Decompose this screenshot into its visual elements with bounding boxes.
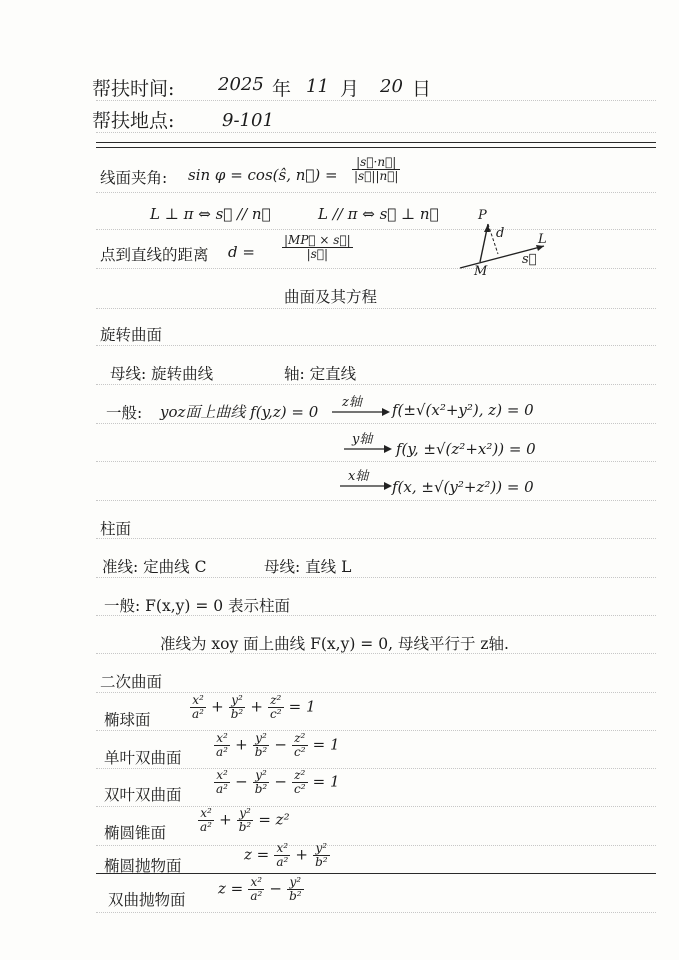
parallel-relation: L // π ⇔ s⃗ ⊥ n⃗ [318, 205, 439, 223]
rotation-axis: 轴: 定直线 [284, 365, 357, 383]
cone-label: 椭圆锥面 [104, 824, 167, 842]
rotation-general-text: yoz面上曲线 f(y,z) = 0 [160, 403, 319, 421]
cone-formula: $\frac{\text{x²}}{\text{a²}}$ + $\frac{\text{y²}}{\text{b²}}$ = z² [200, 806, 290, 834]
diagram-l: L [538, 232, 547, 247]
day-value: 20 [380, 76, 403, 97]
hyperbolic-paraboloid-label: 双曲抛物面 [108, 891, 186, 909]
rotation-general-label: 一般: [106, 404, 143, 422]
cylinder-general: 一般: F(x,y) = 0 表示柱面 [104, 597, 291, 615]
angle-label: 线面夹角: [100, 169, 168, 187]
place-value: 9-101 [222, 110, 274, 131]
quadric-title: 二次曲面 [100, 673, 163, 691]
diagram-s: s⃗ [522, 252, 537, 267]
z-axis-label: z轴 [342, 395, 362, 410]
month-unit: 月 [340, 78, 360, 100]
ellipsoid-formula: $\frac{\text{x²}}{\text{a²}}$ + $\frac{\text{y²}}{\text{b²}}$ + $\frac{\text{z²}}{\text{c²}}$ = 1 [192, 693, 316, 721]
one-sheet-formula: $\frac{\text{x²}}{\text{a²}}$ + $\frac{\text{y²}}{\text{b²}}$ − $\frac{\text{z²}}{\text{c²}}$ = 1 [216, 731, 340, 759]
x-arrow-icon [340, 482, 394, 492]
elliptic-paraboloid-label: 椭圆抛物面 [104, 857, 182, 875]
ellipsoid-label: 椭球面 [104, 711, 151, 729]
angle-frac-den: |s⃗||n⃗| [354, 168, 399, 183]
cylinder-generatrix: 母线: 直线 L [264, 558, 352, 576]
time-label: 帮扶时间: [92, 78, 175, 100]
x-result: f(x, ±√(y²+z²)) = 0 [392, 478, 534, 496]
month-value: 11 [306, 76, 329, 97]
two-sheet-label: 双叶双曲面 [104, 786, 182, 804]
distance-frac-den: |s⃗| [306, 246, 329, 261]
rotation-generatrix: 母线: 旋转曲线 [110, 365, 214, 383]
cylinder-title: 柱面 [100, 520, 132, 538]
angle-formula: sin φ = cos(ŝ, n⃗) = [188, 166, 338, 184]
two-sheet-formula: $\frac{\text{x²}}{\text{a²}}$ − $\frac{\text{y²}}{\text{b²}}$ − $\frac{\text{z²}}{\text{c²}}$ = 1 [216, 768, 340, 796]
distance-frac-num: |MP⃗ × s⃗| [284, 233, 351, 247]
x-axis-label: x轴 [348, 469, 369, 484]
elliptic-paraboloid-formula: z = $\frac{\text{x²}}{\text{a²}}$ + $\frac{\text{y²}}{\text{b²}}$ [244, 841, 328, 869]
day-unit: 日 [412, 78, 432, 100]
distance-label: 点到直线的距离 [100, 246, 209, 264]
year-unit: 年 [272, 78, 292, 100]
diagram-d: d [496, 226, 505, 241]
diagram-p: P [478, 208, 487, 223]
rotation-title: 旋转曲面 [100, 326, 163, 344]
y-arrow-icon [344, 445, 394, 455]
z-result: f(±√(x²+y²), z) = 0 [392, 401, 534, 419]
angle-frac-num: |s⃗·n⃗| [352, 156, 400, 170]
angle-fraction [352, 156, 400, 182]
year-value: 2025 [218, 74, 264, 95]
y-result: f(y, ±√(z²+x²)) = 0 [396, 440, 536, 458]
diagram-m: M [474, 264, 488, 279]
perp-relation: L ⊥ π ⇔ s⃗ // n⃗ [150, 205, 271, 223]
cylinder-note: 准线为 xoy 面上曲线 F(x,y) = 0, 母线平行于 z轴. [160, 635, 509, 653]
distance-fraction [282, 234, 353, 260]
distance-formula: d = [228, 243, 255, 261]
z-arrow-icon [332, 408, 392, 418]
place-label: 帮扶地点: [92, 110, 175, 132]
section-title: 曲面及其方程 [284, 288, 378, 306]
cylinder-directrix: 准线: 定曲线 C [102, 558, 207, 576]
one-sheet-label: 单叶双曲面 [104, 749, 182, 767]
y-axis-label: y轴 [352, 432, 373, 447]
hyperbolic-paraboloid-formula: z = $\frac{\text{x²}}{\text{a²}}$ − $\frac{\text{y²}}{\text{b²}}$ [218, 875, 302, 903]
